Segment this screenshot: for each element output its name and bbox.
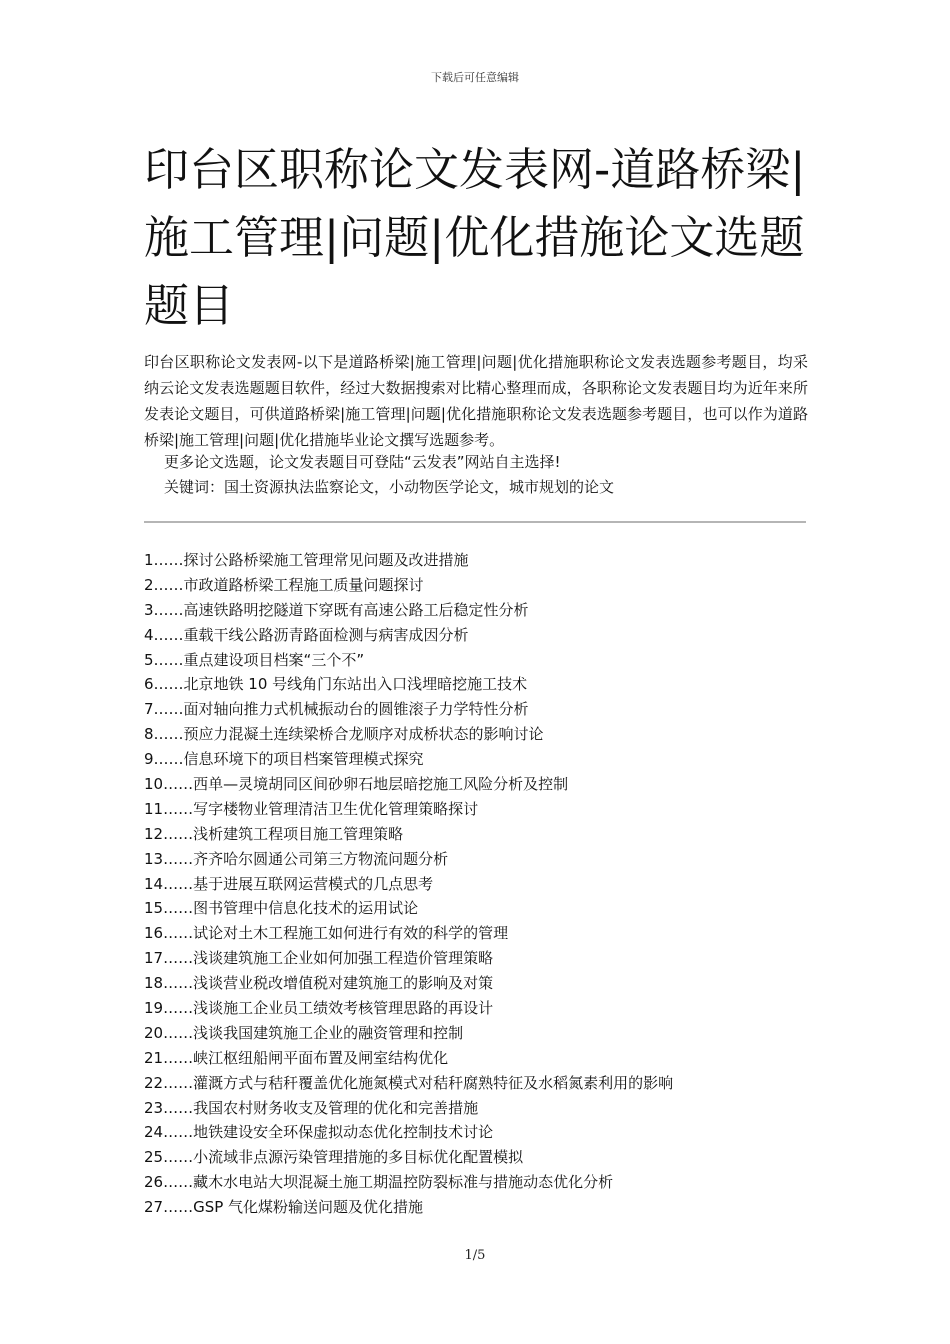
header-note: 下载后可任意编辑: [431, 71, 519, 84]
list-item: 15……图书管理中信息化技术的运用试论: [144, 899, 419, 918]
list-item: 20……浅谈我国建筑施工企业的融资管理和控制: [144, 1023, 464, 1042]
list-item: 25……小流域非点源污染管理措施的多目标优化配置模拟: [144, 1148, 524, 1167]
intro-paragraph: 印台区职称论文发表网-以下是道路桥梁|施工管理|问题|优化措施职称论文发表选题参考题目，均采纳云论文发表选题题目软件，经过大数据搜索对比精心整理而成，各职称论文发表题目均为近年来所发表论文题目，可供道路桥梁|施工管理|问题|优化措施职称论文发表选题参考题目，也可以作为道路桥梁|施工管理|问题|优化措施毕业论文撰写选题参考。: [144, 353, 808, 449]
topic-list: [144, 548, 808, 1220]
list-item: 16……试论对土木工程施工如何进行有效的科学的管理: [144, 924, 509, 943]
list-item: 10……西单—灵境胡同区间砂卵石地层暗挖施工风险分析及控制: [144, 775, 569, 794]
more-topics-note: 更多论文选题，论文发表题目可登陆“云发表”网站自主选择!: [164, 453, 561, 471]
list-item: 4……重载干线公路沥青路面检测与病害成因分析: [144, 625, 469, 644]
list-item: 7……面对轴向推力式机械振动台的圆锥滚子力学特性分析: [144, 700, 529, 719]
list-item: 27……GSP 气化煤粉输送问题及优化措施: [144, 1198, 424, 1217]
list-item: 2……市政道路桥梁工程施工质量问题探讨: [144, 575, 424, 594]
list-item: 21……峡江枢纽船闸平面布置及闸室结构优化: [144, 1048, 449, 1067]
list-item: 8……预应力混凝土连续梁桥合龙顺序对成桥状态的影响讨论: [144, 725, 544, 744]
list-item: 18……浅谈营业税改增值税对建筑施工的影响及对策: [144, 974, 494, 993]
list-item: 9……信息环境下的项目档案管理模式探究: [144, 750, 424, 769]
list-item: 24……地铁建设安全环保虚拟动态优化控制技术讨论: [144, 1123, 494, 1142]
list-item: 19……浅谈施工企业员工绩效考核管理思路的再设计: [144, 999, 494, 1018]
list-item: 14……基于进展互联网运营模式的几点思考: [144, 874, 434, 893]
list-item: 1……探讨公路桥梁施工管理常见问题及改进措施: [144, 551, 469, 569]
list-item: 26……藏木水电站大坝混凝土施工期温控防裂标准与措施动态优化分析: [144, 1173, 614, 1192]
list-item: 12……浅析建筑工程项目施工管理策略: [144, 824, 404, 843]
list-item: 13……齐齐哈尔圆通公司第三方物流问题分析: [144, 849, 449, 868]
list-item: 6……北京地铁 10 号线角门东站出入口浅埋暗挖施工技术: [144, 675, 528, 694]
list-item: 5……重点建设项目档案“三个不”: [144, 650, 365, 669]
page-number: 1/5: [464, 1248, 486, 1263]
document-title: 印台区职称论文发表网-道路桥梁|施工管理|问题|优化措施论文选题题目: [144, 143, 806, 332]
list-item: 23……我国农村财务收支及管理的优化和完善措施: [144, 1098, 479, 1117]
list-item: 11……写字楼物业管理清洁卫生优化管理策略探讨: [144, 799, 479, 818]
list-item: 17……浅谈建筑施工企业如何加强工程造价管理策略: [144, 949, 494, 968]
list-item: 22……灌溉方式与秸秆覆盖优化施氮模式对秸秆腐熟特征及水稻氮素利用的影响: [144, 1073, 674, 1092]
divider: [144, 521, 806, 523]
list-item: 3……高速铁路明挖隧道下穿既有高速公路工后稳定性分析: [144, 600, 529, 619]
keywords-line: 关键词：国土资源执法监察论文，小动物医学论文，城市规划的论文: [164, 478, 615, 496]
